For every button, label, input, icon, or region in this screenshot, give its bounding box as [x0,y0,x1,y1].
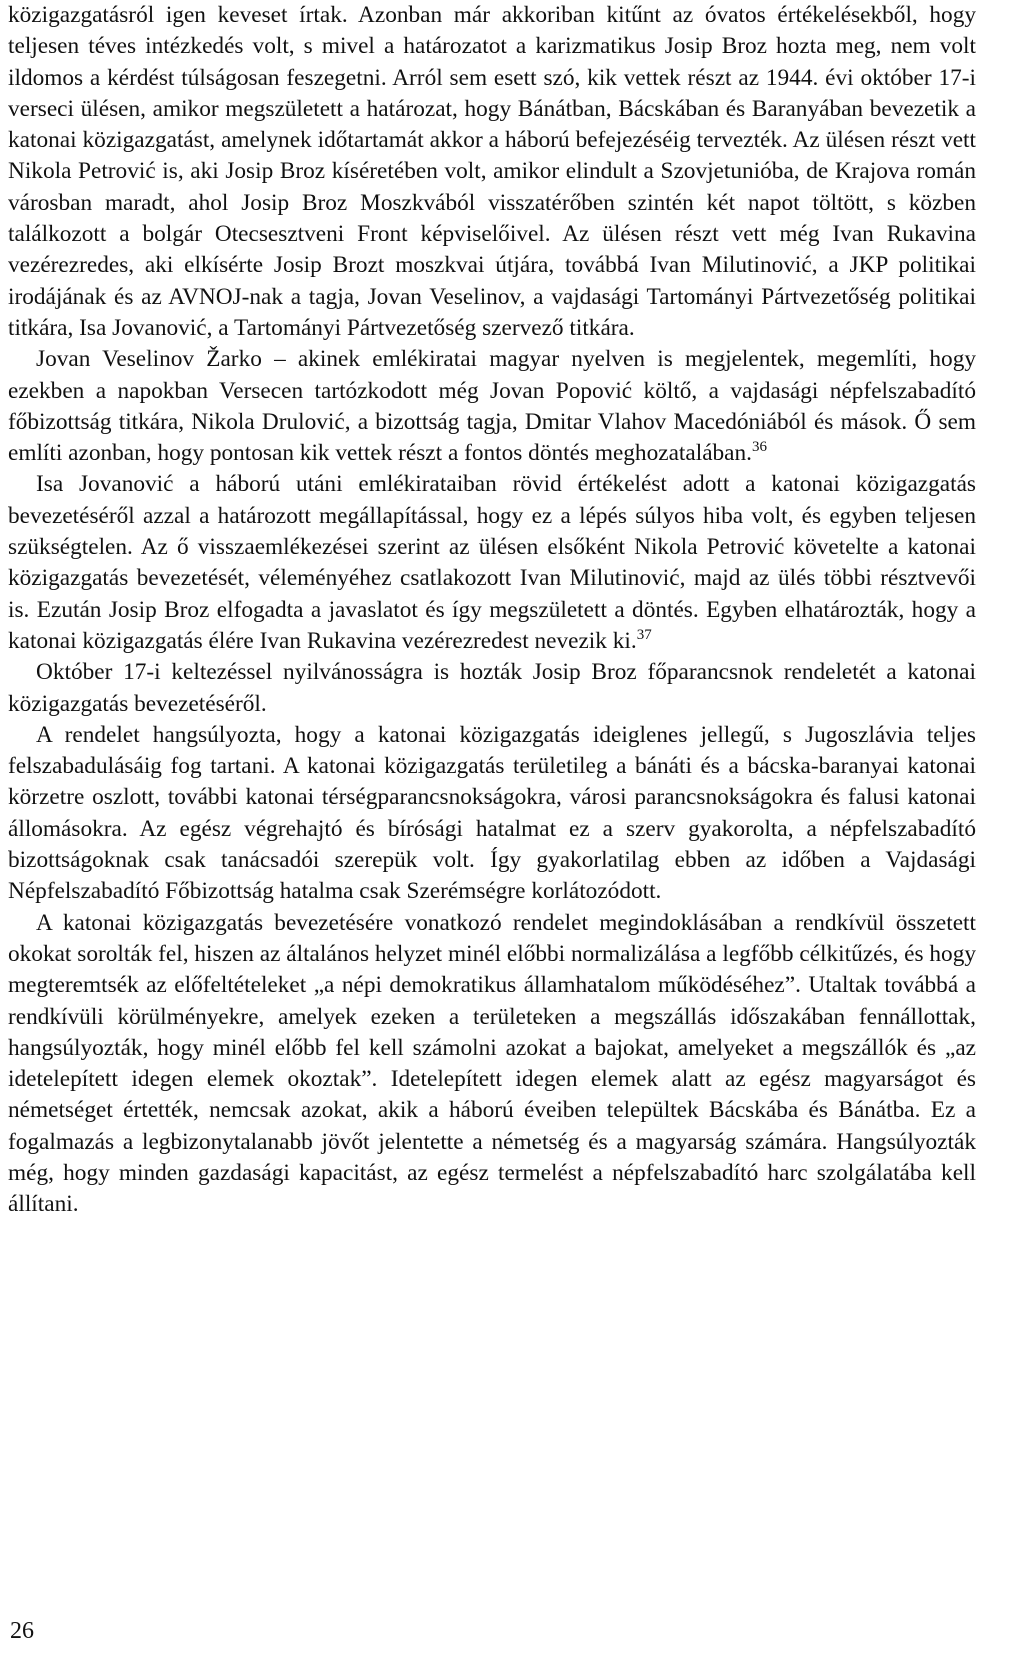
paragraph-6 [8,908,976,1221]
paragraph-2 [8,344,976,469]
paragraph-1 [8,0,976,344]
paragraph-text: Október 17-i keltezéssel nyilvánosságra is hozták Josip Broz főparancsnok rendeletét a katonai közigazgatás bevezetéséről. [8,659,976,717]
paragraph-text: Isa Jovanović a háború utáni emlékirataiban rövid értékelést adott a katonai közigazgatás bevezetéséről azzal a határozott megállapítással, hogy ez a lépés súlyos hiba volt, és egyben teljesen szükségtelen. Az ő visszaemlékezései szerint az ülésen elsőként Nikola Petrović követelte a katonai közigazgatás bevezetését, véleményéhez csatlakozott Ivan Milutinović, majd az ülés többi résztvevői is. Ezután Josip Broz elfogadta a javaslatot és így megszületett a döntés. Egyben elhatározták, hogy a katonai közigazgatás élére Ivan Rukavina vezérezredest nevezik ki. [8,471,976,654]
paragraph-5 [8,720,976,908]
footnote-ref-36: 36 [752,439,767,456]
paragraph-text: Jovan Veselinov Žarko – akinek emlékiratai magyar nyelven is megjelentek, megemlíti, hogy ezekben a napokban Versecen tartózkodott még Jovan Popović költő, a vajdasági népfelszabadító főbizottság titkára, Nikola Drulović, a bizottság tagja, Dmitar Vlahov Macedóniából és mások. Ő sem említi azonban, hogy pontosan kik vettek részt a fontos döntés meghozatalában. [8,346,976,467]
paragraph-text: A katonai közigazgatás bevezetésére vonatkozó rendelet megindoklásában a rendkívül összetett okokat sorolták fel, hiszen az általános helyzet minél előbbi normalizálása a legfőbb célkitűzés, és hogy megteremtsék az előfeltételeket „a népi demokratikus államhatalom működéséhez”. Utaltak továbbá a rendkívüli körülményekre, amelyek ezeken a területeken a megszállás időszakában fennállottak, hangsúlyozták, hogy minél előbb fel kell számolni azokat a bajokat, amelyeket a megszállók és „az idetelepített idegen elemek okoztak”. Idetelepített idegen elemek alatt az egész magyarságot és németséget értették, nemcsak azokat, akik a háború éveiben települtek Bácskába és Bánátba. Ez a fogalmazás a legbizonytalanabb jövőt jelentette a németség és a magyarság számára. Hangsúlyozták még, hogy minden gazdasági kapacitást, az egész termelést a népfelszabadító harc szolgálatába kell állítani. [8,909,976,1218]
paragraph-4 [8,657,976,720]
text-body [8,0,976,1221]
paragraph-text: közigazgatásról igen keveset írtak. Azonban már akkoriban kitűnt az óvatos értékelésekből, hogy teljesen téves intézkedés volt, s mivel a határozatot a karizmatikus Josip Broz hozta meg, nem volt ildomos a kérdést túlságosan feszegetni. Arról sem esett szó, kik vettek részt az 1944. évi október 17-i verseci ülésen, amikor megszületett a határozat, hogy Bánátban, Bácskában és Baranyában bevezetik a katonai közigazgatást, amelynek időtartamát akkor a háború befejezéséig tervezték. Az ülésen részt vett Nikola Petrović is, aki Josip Broz kíséretében volt, amikor elindult a Szovjetunióba, de Krajova román városban maradt, ahol Josip Broz Moszkvából visszatérőben szintén két napot töltött, s közben találkozott a bolgár Otecsesztveni Front képviselőivel. Az ülésen részt vett még Ivan Rukavina vezérezredes, aki elkísérte Josip Brozt moszkvai útjára, továbbá Ivan Milutinović, a JKP politikai irodájának és az AVNOJ-nak a tagja, Jovan Veselinov, a vajdasági Tartományi Pártvezetőség politikai titkára, Isa Jovanović, a Tartományi Pártvezetőség szervező titkára. [8,2,976,341]
footnote-ref-37: 37 [636,626,652,643]
document-page [8,0,976,1666]
paragraph-3 [8,469,976,657]
paragraph-text: A rendelet hangsúlyozta, hogy a katonai közigazgatás ideiglenes jellegű, s Jugoszlávia teljes felszabadulásáig fog tartani. A katonai közigazgatás területileg a bánáti és a bácska-baranyai katonai körzetre oszlott, további katonai térségparancsnokságokra, városi parancsnokságokra és falusi katonai állomásokra. Az egész végrehajtó és bírósági hatalmat ez a szerv gyakorolta, a népfelszabadító bizottságoknak csak tanácsadói szerepük volt. Így gyakorlatilag ebben az időben a Vajdasági Népfelszabadító Főbizottság hatalma csak Szerémségre korlátozódott. [8,721,976,905]
page-number: 26 [10,1618,34,1644]
